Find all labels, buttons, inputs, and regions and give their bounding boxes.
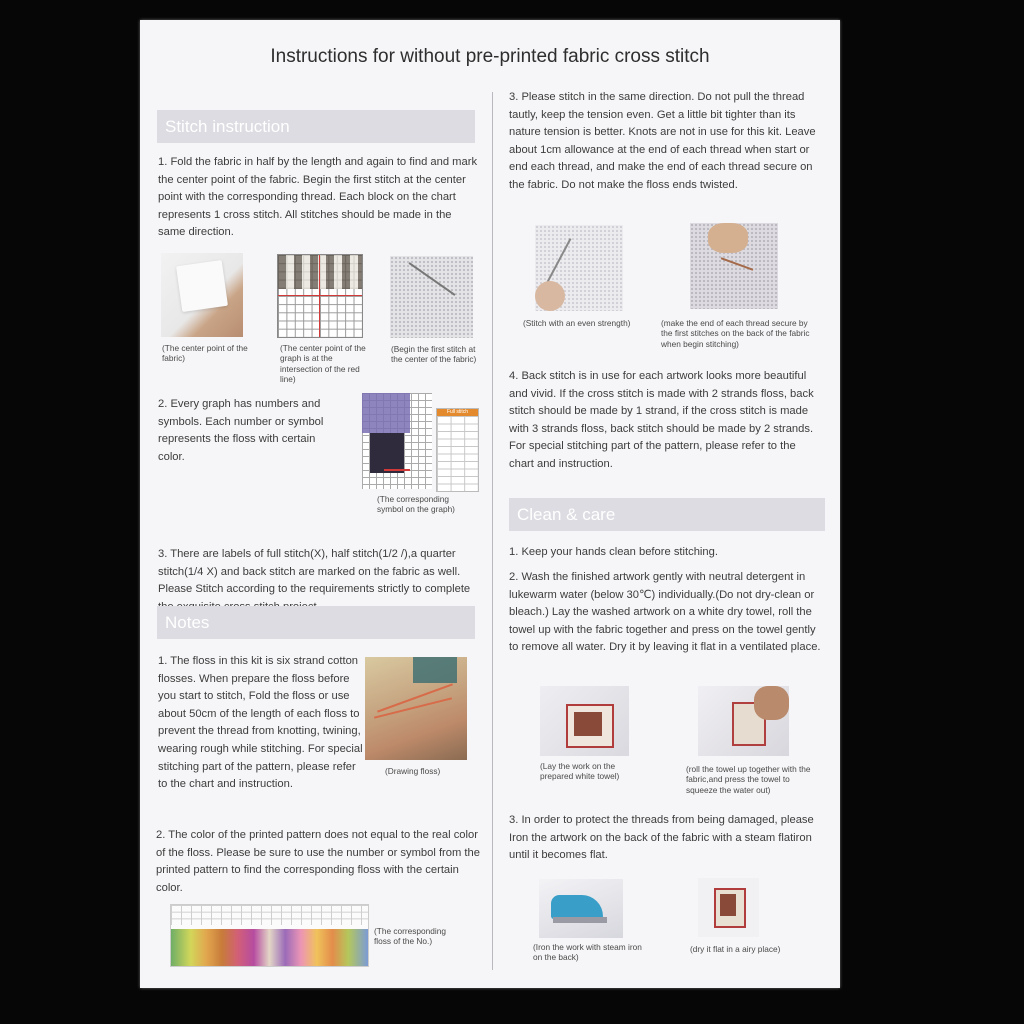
stitch-paragraph-1: 1. Fold the fabric in half by the length and again to find and mark the center point of the fabric. Begin the first stitch at the center point with the corresponding thread. Each block on the chart represents 1 cross stitch. All stitches should be made in the same direction.: [158, 156, 478, 239]
lay-work-photo: [540, 686, 629, 756]
caption-lay-work: (Lay the work on the prepared white towel): [540, 761, 620, 782]
drawing-floss-photo: [365, 657, 467, 760]
caption-first-stitch: (Begin the first stitch at the center of the fabric): [391, 344, 477, 365]
caption-floss-number: (The corresponding floss of the No.): [374, 926, 446, 947]
symbol-graph-image: [362, 393, 432, 489]
care-paragraph-2: 2. Wash the finished artwork gently with neutral detergent in lukewarm water (below 30℃) individually.(Do not dry-clean or bleach.) Lay the washed artwork on a white dry towel, roll the towel up with the fabric together and press on the towel gently to remove all water. Dry it by leaving it flat in a ventilated place.: [509, 571, 821, 654]
thread-secure-photo: [690, 223, 778, 309]
stitch-paragraph-2: 2. Every graph has numbers and symbols. Each number or symbol represents the floss with certain color.: [158, 398, 324, 463]
caption-fabric-center: (The center point of the fabric): [162, 343, 248, 364]
center-graph-image: [277, 254, 363, 338]
caption-even-strength: (Stitch with an even strength): [523, 318, 631, 328]
first-stitch-photo: [390, 256, 473, 338]
caption-graph-center: (The center point of the graph is at the intersection of the red line): [280, 343, 366, 385]
dry-flat-photo: [698, 878, 759, 937]
back-stitch-paragraph: 4. Back stitch is in use for each artwork looks more beautiful and vivid. If the cross stitch is made with 2 strands floss, back stitch should be made by 1 strand, if the cross stitch is made with 3 strands floss, back stitch should be made by 2 strands. For special stitching part of the pattern, please refer to the chart and instruction.: [509, 370, 814, 470]
notes-header: Notes: [157, 606, 475, 639]
fabric-center-photo: [161, 253, 243, 337]
stitch-instruction-header: Stitch instruction: [157, 110, 475, 143]
floss-number-strip: [170, 904, 369, 967]
caption-thread-secure: (make the end of each thread secure by the first stitches on the back of the fabric when begin stitching): [661, 318, 810, 349]
care-paragraph-3: 3. In order to protect the threads from being damaged, please Iron the artwork on the back of the fabric with a steam flatiron until it becomes flat.: [509, 814, 814, 862]
caption-dry-flat: (dry it flat in a airy place): [690, 944, 781, 954]
caption-drawing-floss: (Drawing floss): [385, 766, 441, 776]
caption-steam-iron: (Iron the work with steam iron on the back): [533, 942, 642, 963]
clean-care-header: Clean & care: [509, 498, 825, 531]
symbol-legend-table: Full stitch: [436, 408, 479, 492]
column-divider: [492, 92, 493, 970]
page-title: Instructions for without pre-printed fabric cross stitch: [270, 46, 710, 67]
notes-paragraph-1: 1. The floss in this kit is six strand cotton flosses. When prepare the floss before you start to stitch, Fold the floss or use about 50cm of the length of each floss to prevent the thread from knotting, twining, wearing rough while stitching. For special stitching part of the pattern, please refer to the chart and instruction.: [158, 655, 363, 791]
caption-roll-towel: (roll the towel up together with the fabric,and press the towel to squeeze the water out): [686, 764, 811, 795]
stitch-paragraph-3-direction: 3. Please stitch in the same direction. Do not pull the thread tautly, keep the tension even. Get a little bit tighter than its nature tension is better. Knots are not in use for this kit. Leave about 1cm allowance at the end of each thread when start or end each thread, and make the end of each thread secure on the fabric. Do not make the floss ends twisted.: [509, 91, 816, 191]
even-strength-photo: [535, 225, 623, 311]
roll-towel-photo: [698, 686, 789, 756]
instruction-sheet: [140, 20, 840, 988]
steam-iron-photo: [539, 879, 623, 938]
notes-paragraph-2: 2. The color of the printed pattern does not equal to the real color of the floss. Please be sure to use the number or symbol from the printed pattern to find the corresponding floss with the certain color.: [156, 829, 480, 894]
care-paragraph-1: 1. Keep your hands clean before stitching.: [509, 546, 718, 558]
caption-symbol-graph: (The corresponding symbol on the graph): [377, 494, 455, 515]
stitch-paragraph-3: 3. There are labels of full stitch(X), half stitch(1/2 /),a quarter stitch(1/4 X) and back stitch are marked on the fabric as well. Please Stitch according to the requirements strictly to complete: [158, 548, 471, 596]
